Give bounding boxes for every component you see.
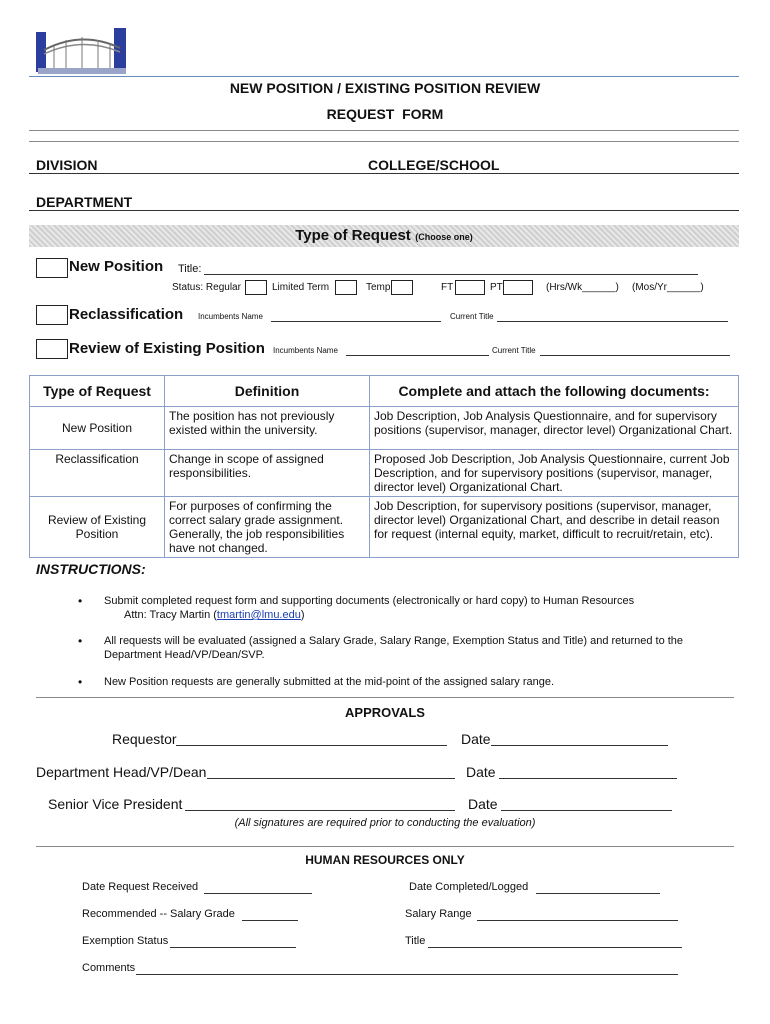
banner-label: Type of Request <box>295 227 411 244</box>
reclass-incumbent-label: Incumbents Name <box>198 312 263 321</box>
instruction-item <box>104 594 664 622</box>
dept-head-date-field[interactable] <box>499 778 677 779</box>
hr-title-field[interactable] <box>428 947 682 948</box>
exemption-field[interactable] <box>170 947 296 948</box>
division-label: DIVISION <box>36 157 98 173</box>
svp-label: Senior Vice President <box>48 796 183 812</box>
instruction-item: New Position requests are generally submitted at the mid-point of the assigned salary range. <box>104 676 555 688</box>
form-subtitle: REQUEST FORM <box>326 106 444 122</box>
reclass-incumbent-field[interactable] <box>271 321 441 322</box>
salary-grade-label: Recommended -- Salary Grade <box>82 908 235 920</box>
date-completed-label: Date Completed/Logged <box>409 881 529 893</box>
exemption-label: Exemption Status <box>82 935 169 947</box>
reclass-current-title-field[interactable] <box>497 321 728 322</box>
table-row <box>30 497 739 558</box>
table-cell-type: Review of Existing Position <box>30 497 165 558</box>
dept-head-signature-field[interactable] <box>207 778 455 779</box>
requestor-date-label: Date <box>461 731 491 747</box>
title-field[interactable] <box>204 274 698 275</box>
date-completed-field[interactable] <box>536 893 660 894</box>
banner-hint: (Choose one) <box>415 232 473 242</box>
attn-close: ) <box>300 609 305 621</box>
table-cell-documents: Job Description, Job Analysis Questionnaire, and for supervisory positions (supervisor, manager, director level) Organizational Chart. <box>370 407 739 450</box>
comments-field[interactable] <box>136 974 678 975</box>
instruction-item: All requests will be evaluated (assigned a Salary Grade, Salary Range, Exemption Status and Title) and returned to the Department Head/VP/Dean/SVP. <box>104 635 684 661</box>
svp-date-label: Date <box>468 796 498 812</box>
reclass-current-title-label: Current Title <box>450 312 494 321</box>
svp-signature-field[interactable] <box>185 810 455 811</box>
ft-checkbox[interactable] <box>455 280 485 295</box>
table-cell-definition: For purposes of confirming the correct salary grade assignment. Generally, the job responsibilities have not changed. <box>165 497 370 558</box>
email-link[interactable]: tmartin@lmu.edu <box>216 609 301 621</box>
table-header-row <box>30 376 739 407</box>
table-row <box>30 407 739 450</box>
table-row <box>30 450 739 497</box>
regular-checkbox[interactable] <box>245 280 267 295</box>
hr-title-label: Title <box>405 935 426 947</box>
review-label: Review of Existing Position <box>69 340 265 357</box>
date-received-field[interactable] <box>204 893 312 894</box>
svp-date-field[interactable] <box>501 810 672 811</box>
university-logo-image <box>36 28 128 76</box>
comments-label: Comments <box>82 962 136 974</box>
ft-label: FT <box>441 282 454 293</box>
hrs-wk-field[interactable]: (Hrs/Wk______) <box>546 282 619 293</box>
reclassification-label: Reclassification <box>69 306 184 323</box>
hr-only-heading: HUMAN RESOURCES ONLY <box>305 853 465 867</box>
department-label: DEPARTMENT <box>36 194 133 210</box>
status-regular-label: Status: Regular <box>172 282 241 293</box>
type-of-request-banner <box>29 225 739 247</box>
requestor-signature-field[interactable] <box>176 745 447 746</box>
table-header: Type of Request <box>30 376 165 407</box>
temp-checkbox[interactable] <box>391 280 413 295</box>
requestor-label: Requestor <box>112 731 177 747</box>
dept-head-label: Department Head/VP/Dean <box>36 764 207 780</box>
date-received-label: Date Request Received <box>82 881 199 893</box>
review-current-title-label: Current Title <box>492 346 536 355</box>
review-incumbent-label: Incumbents Name <box>273 346 338 355</box>
review-current-title-field[interactable] <box>540 355 730 356</box>
mos-yr-field[interactable]: (Mos/Yr______) <box>632 282 704 293</box>
table-cell-type: New Position <box>30 407 165 450</box>
review-incumbent-field[interactable] <box>346 355 489 356</box>
department-line[interactable] <box>29 210 739 211</box>
salary-range-label: Salary Range <box>405 908 472 920</box>
salary-grade-field[interactable] <box>242 920 298 921</box>
requestor-date-field[interactable] <box>491 745 668 746</box>
bullet-icon: • <box>78 634 83 648</box>
new-position-checkbox[interactable] <box>36 258 68 278</box>
limited-term-label: Limited Term <box>272 282 330 293</box>
dept-head-date-label: Date <box>466 764 496 780</box>
approvals-note: (All signatures are required prior to conducting the evaluation) <box>234 817 536 829</box>
title-label: Title: <box>178 263 202 275</box>
division-line[interactable] <box>29 173 739 174</box>
table-cell-type: Reclassification <box>30 450 165 497</box>
review-checkbox[interactable] <box>36 339 68 359</box>
limited-term-checkbox[interactable] <box>335 280 357 295</box>
attn-text: Attn: Tracy Martin ( <box>124 609 217 621</box>
approvals-heading: APPROVALS <box>345 705 425 720</box>
instructions-heading: INSTRUCTIONS: <box>36 561 146 577</box>
pt-label: PT <box>490 282 503 293</box>
table-cell-documents: Proposed Job Description, Job Analysis Questionnaire, current Job Description, and for supervisory positions (supervisor, manager, director level) Organizational Chart. <box>370 450 739 497</box>
table-header: Complete and attach the following documents: <box>370 376 739 407</box>
bullet-icon: • <box>78 675 83 689</box>
instruction-text: Submit completed request form and supporting documents (electronically or hard copy) to Human Resources <box>104 595 635 607</box>
table-cell-documents: Job Description, for supervisory positions (supervisor, manager, director level) Organizational Chart, and describe in detail reason for request (internal equity, market, difficult to recruit/retain, etc). <box>370 497 739 558</box>
pt-checkbox[interactable] <box>503 280 533 295</box>
temp-label: Temp <box>366 282 391 293</box>
request-type-table <box>29 375 739 558</box>
form-title: NEW POSITION / EXISTING POSITION REVIEW <box>229 80 541 96</box>
table-cell-definition: Change in scope of assigned responsibilities. <box>165 450 370 497</box>
salary-range-field[interactable] <box>477 920 678 921</box>
bullet-icon: • <box>78 594 83 608</box>
table-header: Definition <box>165 376 370 407</box>
new-position-label: New Position <box>69 258 164 275</box>
table-cell-definition: The position has not previously existed within the university. <box>165 407 370 450</box>
college-label: COLLEGE/SCHOOL <box>368 157 500 173</box>
reclassification-checkbox[interactable] <box>36 305 68 325</box>
